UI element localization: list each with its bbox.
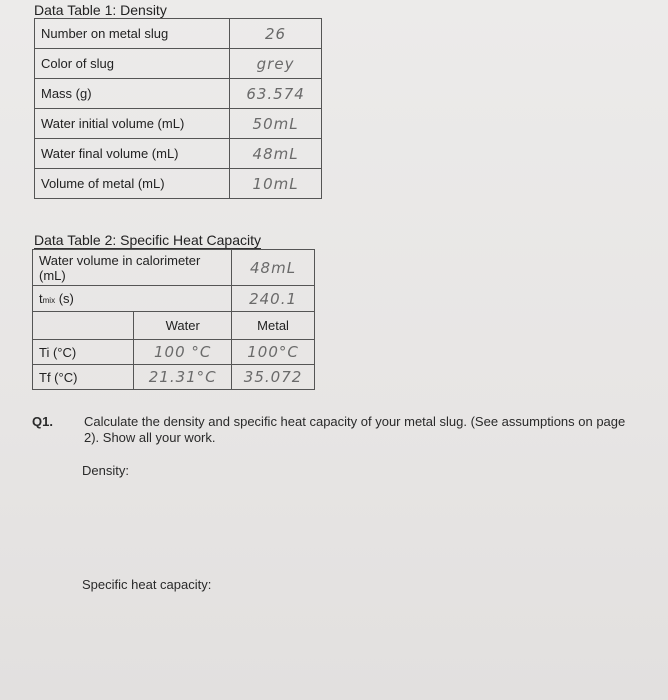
tmix-label: [33, 286, 232, 312]
tmix-label-unit: (s): [55, 291, 74, 306]
density-label: Density:: [82, 463, 129, 478]
table-row: [35, 139, 322, 169]
ti-label: Ti (°C): [33, 340, 134, 365]
tmix-value: 240.1: [232, 286, 315, 312]
metal-column-header: Metal: [232, 312, 315, 340]
table2-title: Data Table 2: Specific Heat Capacity: [34, 232, 261, 248]
question-text: Calculate the density and specific heat capacity of your metal slug. (See assumptions on page 2). Show all your work.: [84, 414, 626, 445]
table-cell-value: 48mL: [230, 139, 322, 169]
table-cell-label: Water final volume (mL): [35, 139, 230, 169]
question-number: Q1.: [32, 414, 53, 429]
table-cell-empty: [33, 312, 134, 340]
density-data-table: [34, 18, 322, 199]
table-cell-value: 63.574: [230, 79, 322, 109]
table-row: [33, 286, 315, 312]
tf-metal-value: 35.072: [232, 365, 315, 390]
table-cell-value: 26: [230, 19, 322, 49]
tmix-label-main: t: [39, 291, 43, 306]
table-row: [33, 365, 315, 390]
tmix-label-sub: mix: [42, 296, 56, 305]
tf-water-value: 21.31°C: [134, 365, 232, 390]
table1-title: Data Table 1: Density: [34, 2, 167, 18]
table-row: [33, 250, 315, 286]
table-cell-label: Mass (g): [35, 79, 230, 109]
table-cell-value: grey: [230, 49, 322, 79]
table-cell-label: Volume of metal (mL): [35, 169, 230, 199]
table-cell-label: Number on metal slug: [35, 19, 230, 49]
table-cell-value: 50mL: [230, 109, 322, 139]
table-row: [35, 49, 322, 79]
table-cell-value: 10mL: [230, 169, 322, 199]
specific-heat-data-table: [32, 249, 315, 390]
table-row: [35, 109, 322, 139]
tf-label: Tf (°C): [33, 365, 134, 390]
table-row: [35, 79, 322, 109]
water-volume-label: Water volume in calorimeter (mL): [33, 250, 232, 286]
ti-metal-value: 100°C: [232, 340, 315, 365]
table-row: [33, 340, 315, 365]
table-cell-label: Color of slug: [35, 49, 230, 79]
table-row: [35, 19, 322, 49]
table-row: [35, 169, 322, 199]
water-column-header: Water: [134, 312, 232, 340]
table-row: [33, 312, 315, 340]
table-cell-label: Water initial volume (mL): [35, 109, 230, 139]
water-volume-value: 48mL: [232, 250, 315, 286]
specific-heat-label: Specific heat capacity:: [82, 577, 212, 592]
ti-water-value: 100 °C: [134, 340, 232, 365]
